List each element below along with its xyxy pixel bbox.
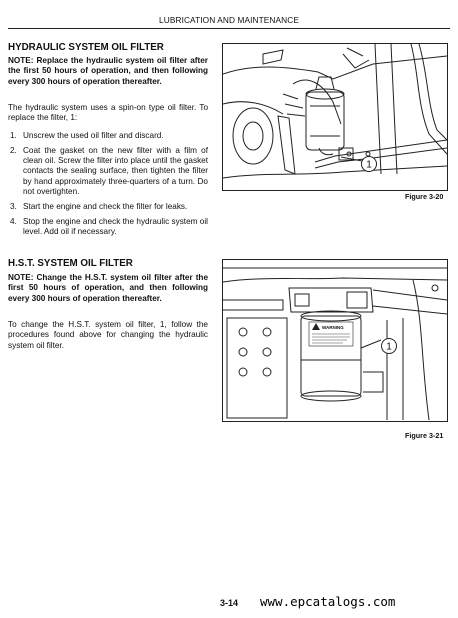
figure-hydraulic-filter: [222, 43, 448, 191]
step-text: Coat the gasket on the new filter with a film of clean oil. Screw the filter into place until the gasket contacts the sealing surface, then tighten the filter by hand approximately three-quarters of a turn. Do not overtighten.: [23, 145, 208, 197]
figure-caption-3-21: Figure 3-21: [405, 431, 444, 440]
page-header: LUBRICATION AND MAINTENANCE: [159, 15, 299, 25]
section-title-hydraulic-filter: HYDRAULIC SYSTEM OIL FILTER: [8, 42, 164, 53]
figure-caption-3-20: Figure 3-20: [405, 192, 444, 201]
note-hydraulic-interval: NOTE: Replace the hydraulic system oil filter after the first 50 hours of operation, and then following every 300 hours of operation thereafter.: [8, 56, 208, 86]
header-rule: [8, 28, 450, 29]
page-number: 3-14: [219, 598, 238, 608]
callout-leader: [361, 340, 381, 348]
list-item: [8, 146, 208, 197]
list-item: [8, 217, 208, 238]
callout-number: 1: [366, 159, 372, 171]
list-item: [8, 202, 208, 212]
intro-hydraulic: The hydraulic system uses a spin-on type oil filter. To replace the filter, 1:: [8, 103, 208, 123]
list-item: [8, 131, 208, 141]
hydraulic-filter-illustration: [223, 44, 447, 190]
steps-hydraulic: [8, 131, 208, 242]
warning-decal-title: WARNING: [322, 325, 344, 330]
step-number: 2.: [10, 145, 17, 155]
step-number: 1.: [10, 131, 17, 140]
section-title-hst-filter: H.S.T. SYSTEM OIL FILTER: [8, 258, 133, 269]
step-text: Stop the engine and check the hydraulic system oil level. Add oil if necessary.: [23, 216, 208, 237]
step-text: Start the engine and check the filter for leaks.: [23, 201, 188, 211]
intro-hst: To change the H.S.T. system oil filter, 1, follow the procedures found above for changing the hydraulic system oil filter.: [8, 320, 208, 350]
hst-filter-illustration: [223, 260, 447, 421]
step-number: 4.: [10, 216, 17, 226]
step-text: Unscrew the used oil filter and discard.: [23, 131, 164, 140]
callout-number: 1: [386, 341, 392, 353]
step-number: 3.: [10, 201, 17, 211]
note-hst-interval: NOTE: Change the H.S.T. system oil filter after the first 50 hours of operation, and then following every 300 hours of operation thereafter.: [8, 273, 208, 303]
watermark: www.epcatalogs.com: [260, 594, 396, 609]
figure-hst-filter: [222, 259, 448, 422]
